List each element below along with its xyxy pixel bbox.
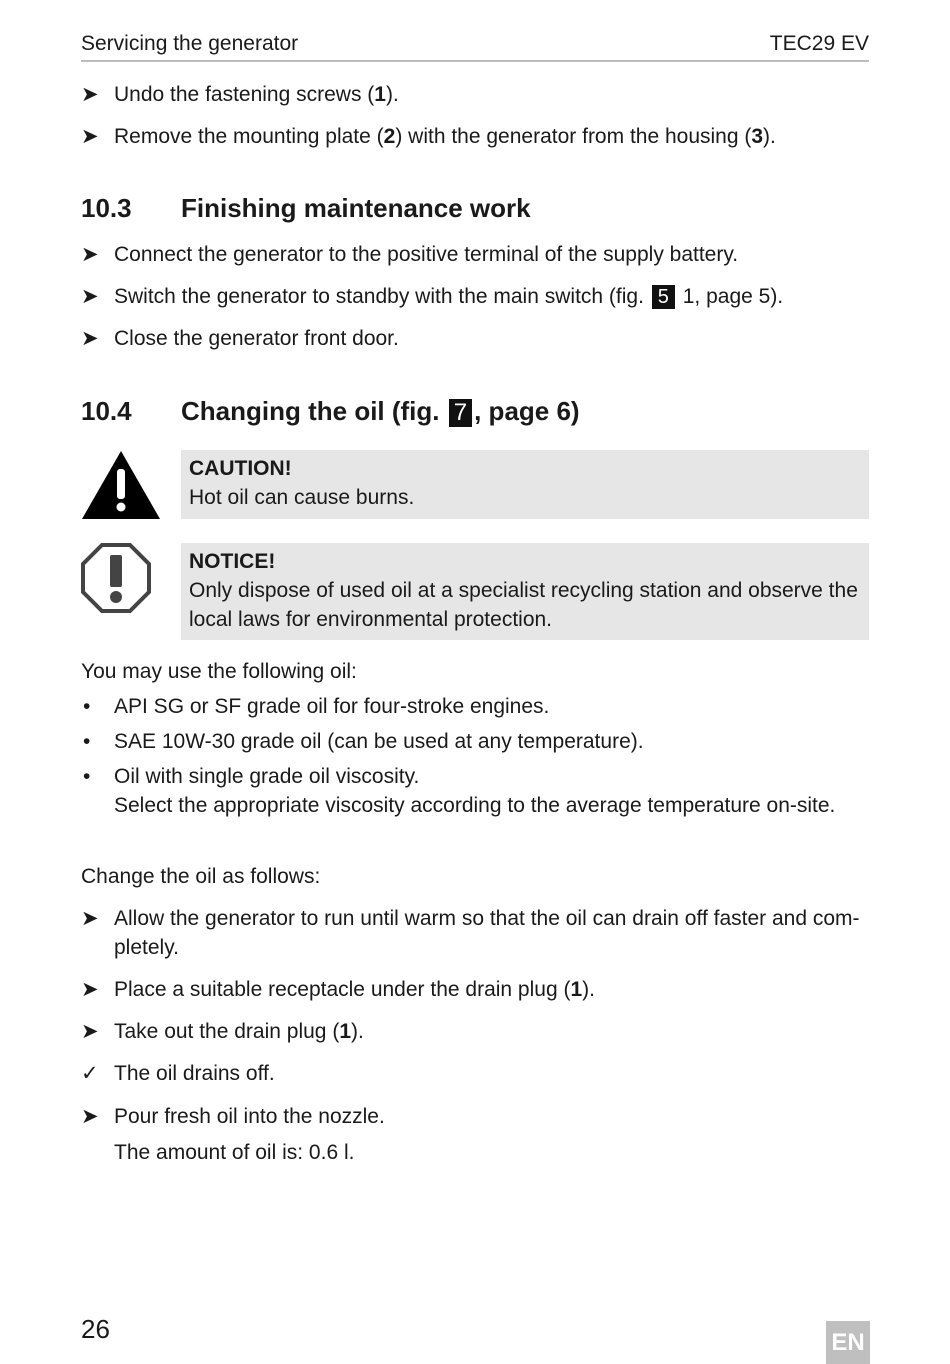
notice-octagon-icon xyxy=(80,542,152,614)
change-intro: Change the oil as follows: xyxy=(81,865,321,888)
step-text-end: 1, page 5). xyxy=(682,285,784,308)
figure-ref-badge: 5 xyxy=(652,285,675,309)
step-remove-plate xyxy=(81,122,871,151)
section-number: 10.4 xyxy=(81,396,132,426)
bullet-dot: • xyxy=(83,730,91,753)
checkmark-icon: ✓ xyxy=(81,1062,99,1085)
caution-text: Hot oil can cause burns. xyxy=(189,486,415,509)
result-oil-drains xyxy=(81,1059,871,1088)
step-text-end: ). xyxy=(351,1020,364,1043)
step-text: Close the generator front door. xyxy=(114,327,399,350)
step-text: Allow the generator to run until warm so that the oil can drain off faster and com- xyxy=(114,907,860,930)
section-number: 10.3 xyxy=(81,193,132,223)
step-text-end: ). xyxy=(582,978,595,1001)
step-text-mid: ) with the generator from the housing ( xyxy=(395,125,752,148)
warning-triangle-icon xyxy=(80,449,162,521)
step-undo-screws xyxy=(81,80,871,109)
list-item xyxy=(81,692,871,721)
step-text: Place a suitable receptacle under the drain plug ( xyxy=(114,978,571,1001)
list-item-text: Oil with single grade oil viscosity. xyxy=(114,765,420,788)
step-take-out-plug xyxy=(81,1017,871,1046)
step-text-end: ). xyxy=(385,83,399,106)
caution-box xyxy=(181,450,869,519)
step-close-door xyxy=(81,324,871,353)
section-title-end: , page 6) xyxy=(474,396,580,426)
page-number: 26 xyxy=(81,1314,110,1344)
step-text: Connect the generator to the positive terminal of the supply battery. xyxy=(114,243,739,266)
step-switch-standby xyxy=(81,282,871,311)
step-connect-battery xyxy=(81,240,871,269)
section-title: Changing the oil (fig. xyxy=(181,396,440,426)
list-item xyxy=(81,762,871,820)
arrow-icon: ➤ xyxy=(81,285,99,308)
step-text: The oil drains off. xyxy=(114,1062,275,1085)
section-heading-10-4 xyxy=(81,395,580,427)
step-text: Pour fresh oil into the nozzle. xyxy=(114,1105,385,1128)
step-ref: 1 xyxy=(570,978,583,1001)
step-warm-up xyxy=(81,904,871,962)
notice-title: NOTICE! xyxy=(189,550,276,573)
notice-text-line-2: local laws for environmental protection. xyxy=(189,608,553,631)
oil-amount: The amount of oil is: 0.6 l. xyxy=(114,1141,355,1164)
step-text: Take out the drain plug ( xyxy=(114,1020,340,1043)
step-text-line-2: pletely. xyxy=(114,936,179,959)
arrow-icon: ➤ xyxy=(81,243,99,266)
header-section-title: Servicing the generator xyxy=(81,32,299,55)
language-badge: EN xyxy=(826,1321,870,1364)
step-ref: 1 xyxy=(339,1020,351,1043)
step-pour-oil xyxy=(81,1102,871,1131)
page-header xyxy=(81,30,869,62)
bullet-dot: • xyxy=(83,695,91,718)
oil-intro: You may use the following oil: xyxy=(81,660,357,683)
list-item-text: SAE 10W-30 grade oil (can be used at any temperature). xyxy=(114,730,644,753)
bullet-dot: • xyxy=(83,765,91,788)
caution-title: CAUTION! xyxy=(189,457,292,480)
list-item-text-line-2: Select the appropriate viscosity according to the average temperature on-site. xyxy=(114,794,836,817)
figure-ref-badge: 7 xyxy=(449,399,472,427)
step-text-end: ). xyxy=(763,125,776,148)
arrow-icon: ➤ xyxy=(81,1105,99,1128)
step-ref: 1 xyxy=(374,83,386,106)
list-item-text: API SG or SF grade oil for four-stroke engines. xyxy=(114,695,550,718)
step-place-receptacle xyxy=(81,975,871,1004)
section-heading-10-3 xyxy=(81,192,531,224)
step-text: Remove the mounting plate ( xyxy=(114,125,384,148)
arrow-icon: ➤ xyxy=(81,327,99,350)
arrow-icon: ➤ xyxy=(81,125,99,148)
arrow-icon: ➤ xyxy=(81,907,99,930)
step-ref-2: 3 xyxy=(751,125,764,148)
list-item xyxy=(81,727,871,756)
arrow-icon: ➤ xyxy=(81,83,99,106)
step-text: Switch the generator to standby with the main switch (fig. xyxy=(114,285,644,308)
arrow-icon: ➤ xyxy=(81,978,99,1001)
notice-text-line-1: Only dispose of used oil at a specialist recycling station and observe the xyxy=(189,579,858,602)
section-title: Finishing maintenance work xyxy=(181,193,531,223)
step-text: Undo the fastening screws ( xyxy=(114,83,375,106)
notice-box xyxy=(181,543,869,640)
step-ref: 2 xyxy=(383,125,396,148)
arrow-icon: ➤ xyxy=(81,1020,99,1043)
header-model: TEC29 EV xyxy=(769,32,869,55)
